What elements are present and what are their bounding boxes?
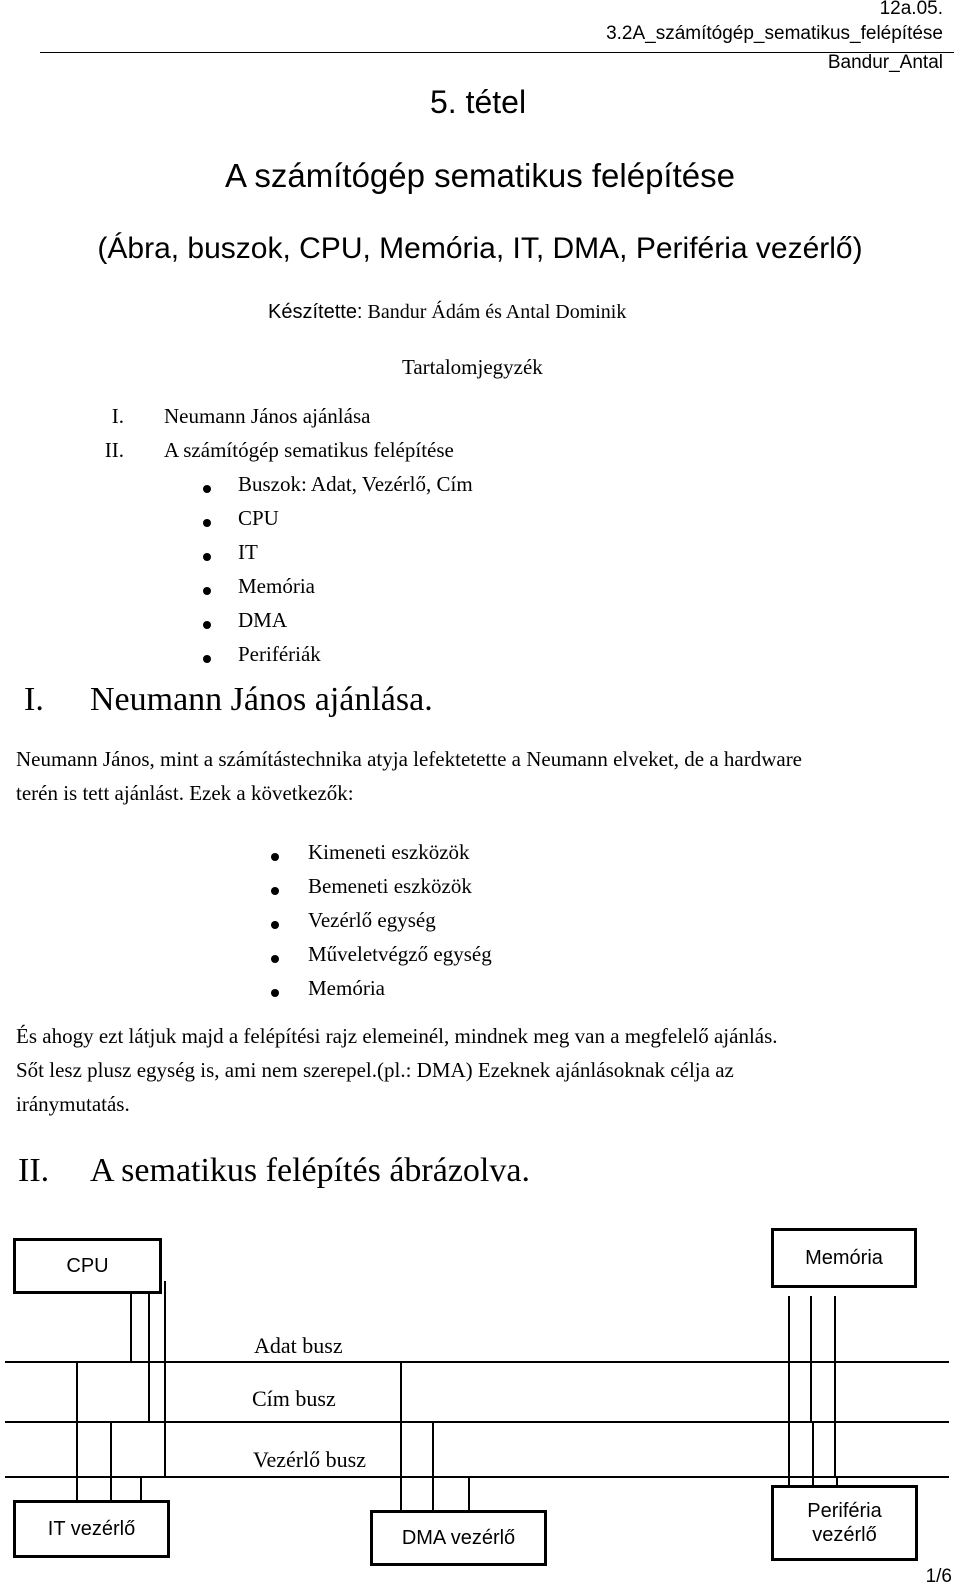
section-1-number: I. [24, 681, 44, 718]
memory-connector-line [788, 1296, 790, 1361]
it-controller-box [13, 1500, 170, 1558]
bullet-dot [203, 519, 211, 527]
peripheral-connector-line [788, 1363, 790, 1488]
toc-item: A számítógép sematikus felépítése [164, 438, 454, 462]
bullet-dot [203, 587, 211, 595]
section-1-outro-line: És ahogy ezt látjuk majd a felépítési rajz elemeinél, mindnek meg van a megfelelő ajánlás. [16, 1024, 778, 1048]
dma-controller-box [370, 1510, 547, 1566]
cpu-connector-line [164, 1281, 166, 1476]
bullet-dot [203, 485, 211, 493]
toc-bullet: CPU [238, 506, 279, 530]
authors-names: Bandur Ádám és Antal Dominik [367, 301, 627, 323]
toc-bullet: Memória [238, 574, 315, 598]
toc-item: Neumann János ajánlása [164, 404, 371, 428]
bullet-dot [271, 921, 279, 929]
memory-connector-line [810, 1296, 812, 1421]
bullet-dot [271, 853, 279, 861]
it-connector-line [110, 1423, 112, 1503]
address-bus-label: Cím busz [252, 1386, 336, 1411]
section-2-heading: A sematikus felépítés ábrázolva. [90, 1152, 530, 1189]
memory-connector-line [834, 1296, 836, 1476]
cpu-label: CPU [66, 1255, 109, 1277]
bullet-dot [271, 955, 279, 963]
bullet-dot [203, 621, 211, 629]
toc-item-num: II. [104, 438, 124, 462]
neumann-bullet: Vezérlő egység [308, 908, 436, 932]
page-title: A számítógép sematikus felépítése [225, 157, 735, 194]
peripheral-controller-label: Periféria [807, 1500, 882, 1522]
section-2-number: II. [18, 1152, 50, 1189]
header-rule [40, 52, 954, 53]
control-bus-line [5, 1476, 949, 1478]
toc-bullet: DMA [238, 608, 288, 632]
section-1-outro-line: iránymutatás. [16, 1092, 130, 1116]
dma-controller-label: DMA vezérlő [401, 1527, 516, 1549]
dma-connector-line [400, 1363, 402, 1513]
toc-bullet: IT [238, 540, 258, 564]
header-filename: 3.2A_számítógép_sematikus_felépítése [606, 23, 943, 44]
control-bus-label: Vezérlő busz [253, 1447, 367, 1472]
header-author: Bandur_Antal [827, 52, 943, 73]
section-1-intro-line: Neumann János, mint a számítástechnika atyja lefektetette a Neumann elveket, de a hardware [16, 747, 803, 771]
section-1-intro-line: terén is tett ajánlást. Ezek a következők: [16, 781, 354, 805]
authors-line [268, 301, 626, 324]
data-bus-label: Adat busz [254, 1333, 343, 1358]
memory-box [771, 1228, 917, 1288]
memory-label: Memória [805, 1247, 883, 1269]
authors-label: Készítette: [268, 301, 363, 323]
header-date: 12a.05. [879, 0, 943, 19]
page-number: 1/6 [925, 1566, 952, 1587]
it-connector-line [76, 1363, 78, 1503]
address-bus-line [5, 1421, 949, 1423]
peripheral-controller-label: vezérlő [812, 1524, 877, 1546]
peripheral-connector-line [812, 1423, 814, 1488]
dma-connector-line [432, 1423, 434, 1513]
section-1-outro-line: Sőt lesz plusz egység is, ami nem szerepel.(pl.: DMA) Ezeknek ajánlásoknak célja az [16, 1058, 734, 1082]
neumann-bullet: Kimeneti eszközök [308, 840, 470, 864]
bullet-dot [203, 553, 211, 561]
neumann-bullet: Memória [308, 976, 385, 1000]
bullet-dot [271, 989, 279, 997]
cpu-box [13, 1238, 162, 1294]
toc-title: Tartalomjegyzék [402, 355, 543, 379]
section-1-heading: Neumann János ajánlása. [90, 681, 433, 718]
peripheral-controller-box [771, 1485, 918, 1561]
bullet-dot [271, 887, 279, 895]
neumann-bullet: Műveletvégző egység [308, 942, 492, 966]
cpu-connector-line [148, 1281, 150, 1421]
data-bus-line [5, 1361, 949, 1363]
it-controller-label: IT vezérlő [47, 1518, 136, 1540]
neumann-bullet: Bemeneti eszközök [308, 874, 472, 898]
exam-number: 5. tétel [430, 84, 527, 120]
dma-connector-line [468, 1478, 470, 1513]
toc-bullet: Buszok: Adat, Vezérlő, Cím [238, 472, 473, 496]
toc-item-num: I. [111, 404, 124, 428]
toc-bullet: Perifériák [238, 642, 321, 666]
bullet-dot [203, 655, 211, 663]
page-subtitle: (Ábra, buszok, CPU, Memória, IT, DMA, Periféria vezérlő) [97, 232, 863, 265]
